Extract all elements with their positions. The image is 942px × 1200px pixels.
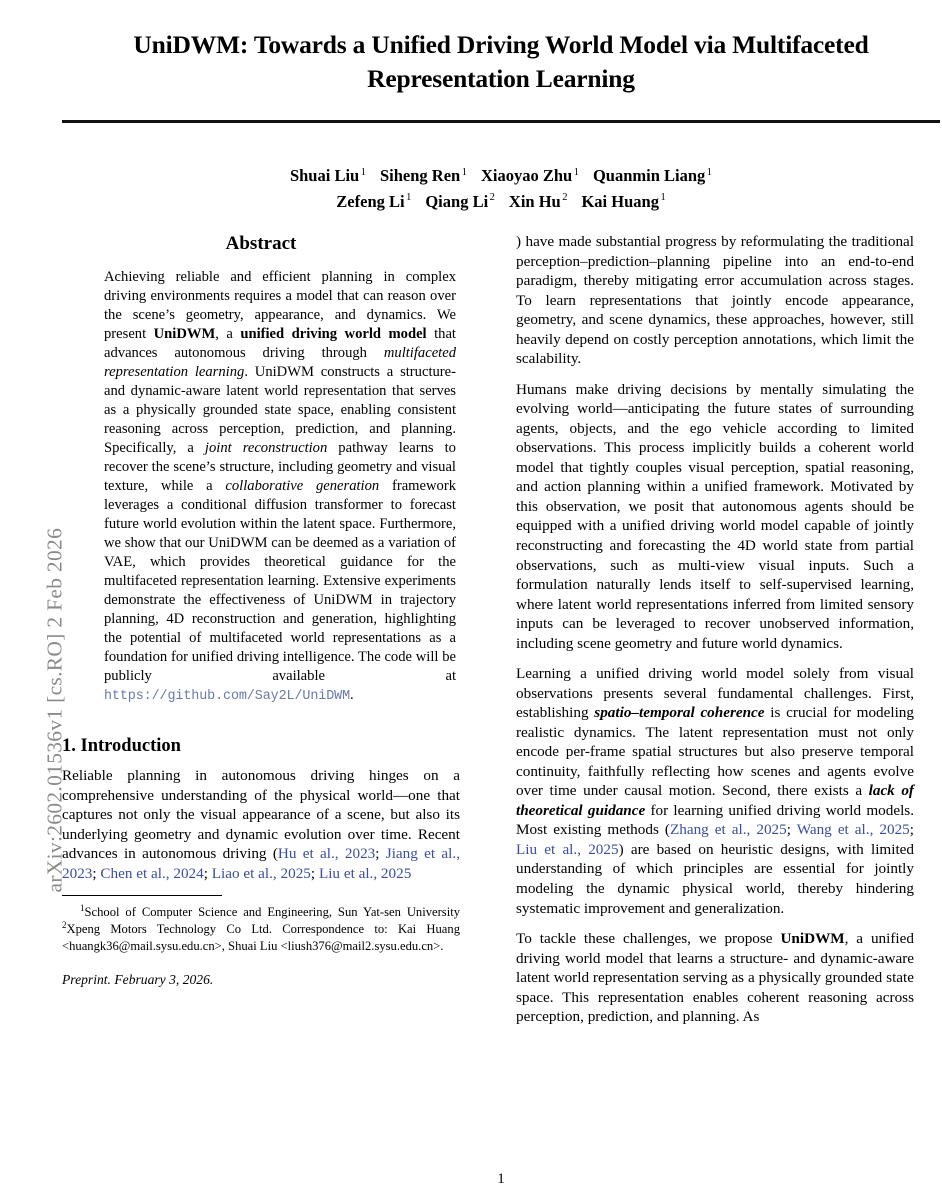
footnote-text-2: Xpeng Motors Technology Co Ltd. Correspondence to: Kai Huang <huangk36@mail.sysu.edu.cn>, Shuai Liu <liush376@mail2.sysu.edu.cn>. (62, 922, 460, 953)
text-run: To tackle these challenges, we propose (516, 930, 781, 948)
body-columns (62, 232, 940, 1162)
author-list (62, 163, 940, 214)
text-run: is crucial for modeling realistic dynamics. The latent representation must not only encode per-frame spatial structures but also preserve temporal continuity, faithfully reflecting how scenes and agents evolve over time under causal motion. Second, there exists a (516, 704, 914, 800)
text-run: , a unified driving world model that learns a structure- and dynamic-aware latent world representation serving as a physically grounded state space. This representation enables coherent reasoning across perception, prediction, and planning. As (516, 930, 914, 1026)
author-name: Xiaoyao Zhu (480, 166, 573, 186)
text-run: ; (909, 821, 915, 839)
title-divider (62, 120, 940, 123)
author-name: Qiang Li (425, 191, 489, 211)
citation-link[interactable]: Jiang et al., 2023 (62, 845, 460, 882)
abstract-heading: Abstract (225, 233, 297, 254)
author-entry (593, 166, 712, 185)
author-row-2 (62, 189, 940, 215)
page-number: 1 (497, 1171, 505, 1187)
author-affiliation-marker: 2 (562, 192, 568, 204)
intro-paragraph-1 (62, 766, 460, 883)
author-name: Zefeng Li (336, 191, 405, 211)
author-name: Quanmin Liang (592, 166, 706, 186)
intro-paragraph-4 (516, 929, 914, 1027)
paper-page (62, 0, 940, 1200)
text-run: for learning unified driving world models. Most existing methods ( (516, 801, 914, 839)
emphasis-italic: multifaceted representation learning (104, 345, 456, 381)
title-block (62, 0, 940, 95)
right-column (516, 232, 914, 1038)
text-run: that advances autonomous driving through (104, 326, 456, 362)
author-entry (481, 166, 579, 185)
author-entry (290, 166, 366, 185)
author-affiliation-marker: 1 (406, 192, 412, 204)
emphasis-italic: joint reconstruction (204, 440, 328, 457)
intro-paragraph-3 (516, 664, 914, 918)
emphasis-bold: UniDWM (153, 326, 216, 343)
emphasis-italic: collaborative generation (225, 478, 380, 495)
emphasis-bold: unified driving world model (240, 326, 427, 343)
author-name: Xin Hu (508, 191, 561, 211)
author-entry (336, 192, 411, 211)
text-run: ; (203, 864, 212, 882)
author-entry (509, 192, 568, 211)
author-entry (425, 192, 495, 211)
text-run: , a (215, 326, 241, 343)
author-affiliation-marker: 1 (360, 166, 366, 178)
author-name: Siheng Ren (379, 166, 461, 186)
emphasis-bold: UniDWM (780, 930, 845, 948)
text-run: Reliable planning in autonomous driving hinges on a comprehensive understanding of the physical world—one that captures not only the visual appearance of a scene, but also its underlying geometry and dynamic evolution over time. Recent advances in autonomous driving ( (62, 767, 460, 863)
citation-link[interactable]: Liao et al., 2025 (211, 864, 311, 882)
left-column (62, 232, 460, 988)
citation-link[interactable]: Wang et al., 2025 (796, 821, 910, 839)
footnote-marker-1: 1 (80, 902, 85, 913)
text-run: ; (310, 864, 319, 882)
author-entry (581, 192, 665, 211)
citation-link[interactable]: Hu et al., 2023 (277, 845, 376, 863)
citation-link[interactable]: Liu et al., 2025 (318, 864, 412, 882)
preprint-notice: Preprint. February 3, 2026. (62, 971, 214, 987)
text-run: pathway learns to recover the scene’s structure, including geometry and visual texture, while a (104, 440, 456, 495)
section-heading-introduction: 1. Introduction (62, 736, 181, 757)
text-run: Learning a unified driving world model solely from visual observations presents several fundamental challenges. First, establishing (516, 665, 914, 722)
footnote-marker-2: 2 (62, 920, 67, 931)
text-run: framework leverages a conditional diffusion transformer to forecast future world evolution within the latent space. Furthermore, we show that our UniDWM can be deemed as a variation of VAE, which provides theoretical guidance for the multifaceted representation learning. Extensive experiments demonstrate the effectiveness of UniDWM in trajectory planning, 4D reconstruction and generation, highlighting the potential of multifaceted world representations as a foundation for unified driving intelligence. The code will be publicly available at (104, 478, 456, 684)
author-name: Shuai Liu (289, 166, 360, 186)
emphasis-bold-italic: spatio–temporal coherence (594, 704, 765, 722)
footnote-divider (62, 895, 222, 896)
footnote-text-1: School of Computer Science and Engineering, Sun Yat-sen University (84, 904, 460, 919)
author-entry (380, 166, 467, 185)
author-name: Kai Huang (581, 191, 659, 211)
author-affiliation-marker: 1 (660, 192, 666, 204)
text-run: . (350, 686, 354, 703)
repository-url[interactable]: https://github.com/Say2L/UniDWM (104, 688, 351, 704)
author-affiliation-marker: 1 (461, 166, 467, 178)
page-title: UniDWM: Towards a Unified Driving World Model via Multifaceted Representation Learning (133, 30, 869, 93)
text-run: ; (786, 821, 797, 839)
text-run: . UniDWM constructs a structure- and dynamic-aware latent world representation that serves as a physically grounded state space, enabling consistent reasoning across perception, prediction, and planning. Specifically, a (104, 364, 456, 457)
author-affiliation-marker: 1 (706, 166, 713, 178)
arxiv-stamp: arXiv:2602.01536v1 [cs.RO] 2 Feb 2026 (42, 527, 67, 893)
citation-link[interactable]: Liu et al., 2025 (516, 840, 619, 858)
abstract-text (104, 268, 456, 705)
text-run: Achieving reliable and efficient planning in complex driving environments requires a model that can reason over the scene’s geometry, appearance, and dynamics. We present (104, 269, 456, 343)
author-affiliation-marker: 2 (489, 192, 495, 204)
intro-paragraph-1-continued (516, 232, 914, 369)
author-affiliation-marker: 1 (573, 166, 579, 178)
text-run: ; (92, 864, 101, 882)
intro-paragraph-2: Humans make driving decisions by mentally simulating the evolving world—anticipating the future states of surrounding agents, objects, and the ego vehicle according to limited observations. This process implicitly builds a coherent world model that tightly couples visual perception, spatial reasoning, and action planning within a unified framework. Motivated by this observation, we posit that autonomous agents should be equipped with a unified driving world model capable of jointly reconstructing and forecasting the 4D world state from partial observations, such as multi-view visual inputs. Such a formulation naturally lends itself to self-supervised learning, where latent world representations inferred from limited sensory inputs can be leveraged to recover unobserved information, including scene geometry and future world dynamics. (516, 380, 914, 652)
emphasis-bold-italic: lack of theoretical guidance (516, 782, 914, 819)
text-run: ) are based on heuristic designs, with limited understanding of which principles are essential for jointly modeling the dynamic physical world, thereby hindering systematic improvement and generalization. (516, 840, 915, 917)
footnote-affiliations (62, 903, 460, 954)
citation-link[interactable]: Zhang et al., 2025 (669, 821, 787, 839)
text-run: ; (375, 845, 386, 863)
text-run: ) have made substantial progress by reformulating the traditional perception–prediction–planning pipeline into an end-to-end paradigm, thereby mitigating error accumulation across stages. To learn representations that jointly encode appearance, geometry, and scene dynamics, these approaches, however, still heavily depend on costly perception annotations, which limit the scalability. (516, 233, 914, 368)
citation-link[interactable]: Chen et al., 2024 (100, 864, 204, 882)
author-row-1 (62, 163, 940, 189)
